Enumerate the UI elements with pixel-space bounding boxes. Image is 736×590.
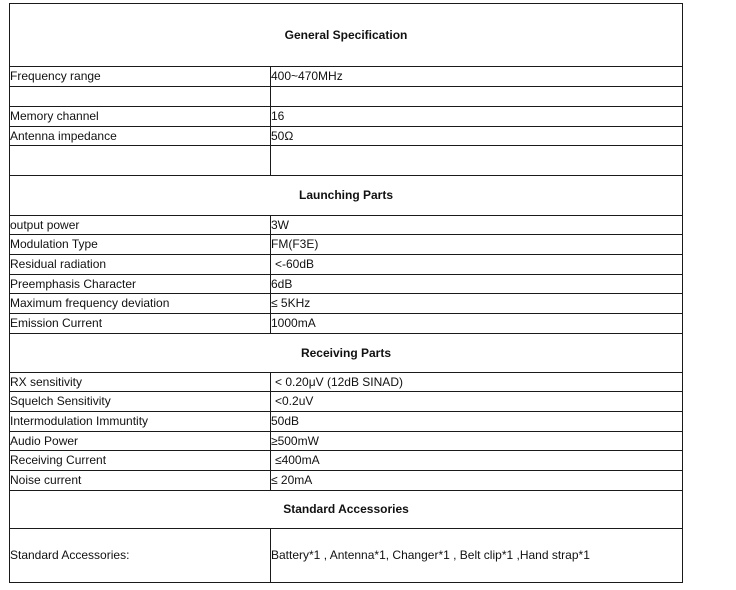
spec-value: ≤ 5KHz [271,294,683,314]
table-row [10,67,683,87]
table-row [10,529,683,583]
table-row [10,127,683,146]
spec-value: ≥500mW [271,432,683,451]
spec-value: 400~470MHz [271,67,683,87]
spec-label: output power [10,216,271,235]
spec-label: Receiving Current [10,451,271,471]
section-title-receiving: Receiving Parts [10,334,683,373]
spec-label: RX sensitivity [10,373,271,392]
table-row [10,275,683,294]
spec-value: <0.2uV [271,392,683,412]
section-header-row [10,4,683,67]
empty-row [10,87,683,107]
empty-row [10,146,683,176]
spec-label: Preemphasis Character [10,275,271,294]
specification-table [9,3,683,583]
table-row [10,373,683,392]
table-row [10,392,683,412]
spec-value: <-60dB [271,255,683,275]
table-row [10,294,683,314]
table-row [10,432,683,451]
section-title-general: General Specification [10,4,683,67]
spec-label: Modulation Type [10,235,271,255]
spec-value: 1000mA [271,314,683,334]
table-row [10,471,683,491]
section-title-accessories: Standard Accessories [10,491,683,529]
spec-label: Antenna impedance [10,127,271,146]
spec-label: Frequency range [10,67,271,87]
section-header-row [10,334,683,373]
table-row [10,314,683,334]
table-row [10,107,683,127]
spec-value: ≤ 20mA [271,471,683,491]
spec-label: Residual radiation [10,255,271,275]
spec-label: Intermodulation Immuntity [10,412,271,432]
empty-cell [271,87,683,107]
table-row [10,412,683,432]
section-header-row [10,176,683,216]
accessories-value: Battery*1 , Antenna*1, Changer*1 , Belt clip*1 ,Hand strap*1 [271,529,683,583]
spec-label: Audio Power [10,432,271,451]
spec-value: 16 [271,107,683,127]
accessories-label: Standard Accessories: [10,529,271,583]
spec-label: Noise current [10,471,271,491]
empty-cell [271,146,683,176]
section-header-row [10,491,683,529]
table-row [10,255,683,275]
empty-cell [10,146,271,176]
spec-value: 50Ω [271,127,683,146]
spec-value: 6dB [271,275,683,294]
spec-value: 3W [271,216,683,235]
spec-label: Emission Current [10,314,271,334]
spec-label: Maximum frequency deviation [10,294,271,314]
table-row [10,216,683,235]
table-row [10,235,683,255]
spec-value: FM(F3E) [271,235,683,255]
empty-cell [10,87,271,107]
spec-label: Memory channel [10,107,271,127]
spec-value: < 0.20μV (12dB SINAD) [271,373,683,392]
spec-value: ≤400mA [271,451,683,471]
spec-label: Squelch Sensitivity [10,392,271,412]
table-row [10,451,683,471]
section-title-launching: Launching Parts [10,176,683,216]
spec-value: 50dB [271,412,683,432]
